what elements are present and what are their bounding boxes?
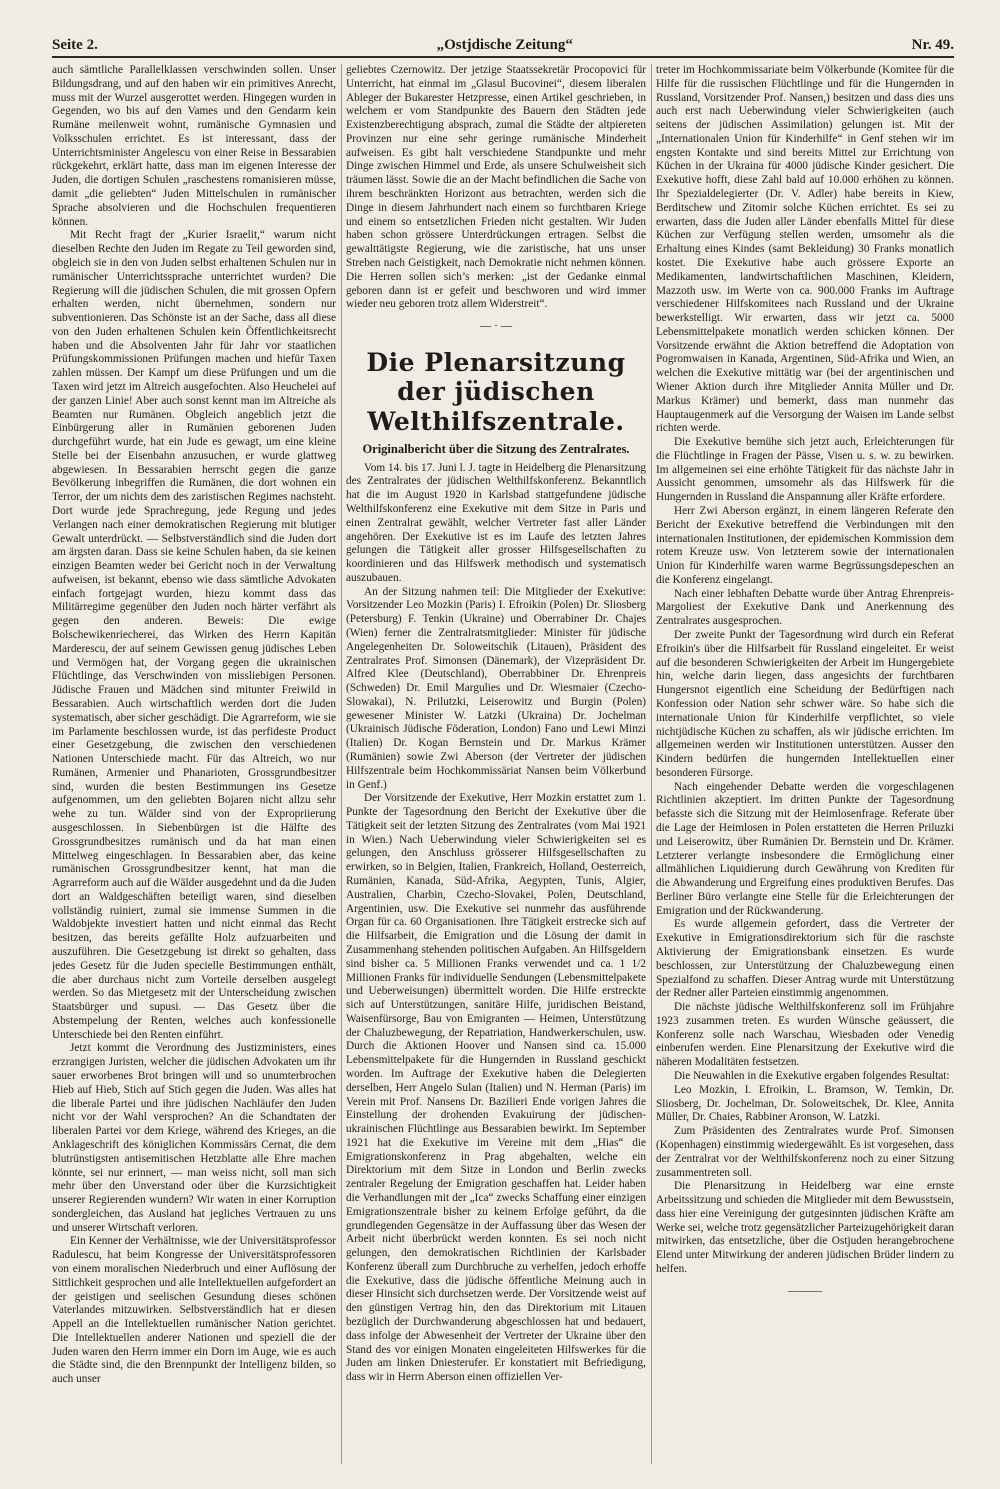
paragraph: Herr Zwi Aberson ergänzt, in einem längeren Referate den Bericht der Exekutive betreffend die Verbindungen mit den internationalen Institutionen, der epidemischen Kommission dem rotem Kreuze usw. Von letzterem sowie der internationalen Union für Kinderhilfe waren warme Begrüssungsdepeschen an die Konferenz eingelangt. (656, 505, 954, 586)
paragraph: geliebtes Czernowitz. Der jetzige Staatssekretär Procopovici für Unterricht, hat einmal im „Glasul Bucovinei“, diesem liberalen Ableger der Bukarester Hetzpresse, einen Artikel geschrieben, in welchem er vom Standpunkte des Bauern den Städten jede Existenzberechtigung absprach, zumal die Städte der altpiereten Provinzen nur eine sehr geringe rumänische Minderheit aufweisen. Es gibt halt verschiedene Standpunkte und mehr Dinge zwischen Himmel und Erde, als unsere Schulweisheit sich träumen lässt. Sowie die an der Macht befindlichen die Sache von ihrem beschränkten Horizont aus betrachten, werden sich die Dinge in diesem Jahrhundert nach einem so furchtbaren Kriege und einem so entsetzlichen Frieden nicht gestalten. Wir Juden haben schon grössere Unterdrückungen ertragen. Selbst die gewalttätigste Regierung, wie die zaristische, hat uns unser Streben nach Geistigkeit, nach Demokratie nicht nehmen können. Die Herren sollen sich’s merken: „ist der Gedanke einmal geboren dann ist er gefeit und beschworen und wird immer wieder neu geboren trotz allem Widerstreit“. (346, 64, 646, 311)
paragraph: treter im Hochkommissariate beim Völkerbunde (Komitee für die Hilfe für die russischen Flüchtlinge und für die Hungernden in Russland, Vorsitzender Prof. Nansen,) besitzen und dass dies uns auch erst nach Ueberwindung vieler Schwierigkeiten (auch seitens der jüdischen Assimilation) gelungen ist. Mit der „Internationalen Union für Kinderhilfe“ in Genf stehen wir im engsten Kontakte und sind bereits Mittel zur Errichtung von Küchen in der Ukraina für 4000 jüdische Kinder gesichert. Die Exekutive hofft, diese Zahl bald auf 10.000 erhöhen zu können. Ihr Spezialdelegierter (Dr. V. Adler) habe bereits in Kiew, Berditschew und Zitomir solche Küchen errichtet. Es sei zu erwarten, dass die Juden aller Länder ebenfalls Mittel für diese Küchen zur Verfügung stellen werden, umsomehr als die Erhaltung eines Kindes (samt Bekleidung) 30 Franks monatlich kostet. Die Exekutive habe auch grössere Exporte an Medikamenten, landwirtschaftlichen Maschinen, Kleidern, Mazzoth usw. im Werte von ca. 900.000 Franks im Auftrage verschiedener Hilfskomitees nach Russland und der Ukraine bewerkstelligt. Wir erwarten, dass wir jetzt ca. 5000 Lebensmittelpakete monatlich werden schicken können. Der Vorsitzende erwähnt die Aktion betreffend die Adoptation von Pogromwaisen in Kanada, Argentinen, Süd-Afrika und Wien, an welchen die Exekutive mittätig war (bei der argentinischen und Wiener Aktion durch ihre Mitglieder Annita Müller und Dr. Markus Krämer) und bemerkt, dass man nunmehr das Hauptaugenmerk auf die Versorgung der Waisen im Lande selbst richten werde. (656, 64, 954, 435)
section-separator: — · — (479, 320, 512, 333)
article-subheadline: Originalbericht über die Sitzung des Zentralrates. (362, 442, 630, 457)
issue-number: Nr. 49. (911, 37, 954, 53)
column-divider-1 (341, 64, 342, 1464)
article-headline: Die Plenarsitzung der jüdischen Welthilfszentrale. (366, 347, 626, 436)
paragraph: Mit Recht fragt der „Kurier Israelit,“ warum nicht dieselben Rechte den Juden im Regate zu Teil geworden sind, obgleich sie in den von Juden selbst erhaltenen Schulen nur in rumänischer Unterrichtssprache unterrichtet wurden? Die Regierung will die jüdischen Schulen, die mit grossen Opfern erhalten werden, nicht übernehmen, sondern nur subventionieren. Das Schönste ist an der Sache, dass all diese von den Juden erhaltenen Schulen kein Öffentlichkeitsrecht haben und die Absolventen Jahr für Jahr vor staatlichen Prüfungskommissionen Prüfungen machen und hiefür Taxen zahlen müssen. Der Kampf um diese Prüfungen und um die Taxen wird jetzt im Altreich ausgefochten. Also Heuchelei auf der ganzen Linie! Aber auch sonst kennt man im Altreiche als Beamten nur Rumänen. Obgleich angeblich jetzt die Einbürgerung aller in Rumänien geborenen Juden durchgeführt wurde, hat ein Jude es gewagt, um eine kleine Stelle bei der Eisenbahn anzusuchen, er wurde glattweg abgewiesen. In Bessarabien herrscht gegen die ganze Bevölkerung inbegriffen die Rumänen, die dort wohnen ein Terror, der um nichts dem des zaristischen Regimes nachsteht. Dort wurde jede Sprachregung, jede Regung und jedes Verlangen nach einer demokratischen Regierung mit blutiger Gewalt unterdrückt. — Selbstverständlich sind die Juden dort am ärgsten daran. Dass sie keine Schulen haben, da sie keinen einzigen Beamten weder bei Gericht noch in der Verwaltung aufweisen, ist bekannt, ebenso wie dass sämtliche Advokaten einfach fortgejagt wurden, hiezu kommt dass das Militärregime gegenüber den Juden noch härter verfährt als gegen den anderen. Beweis: Die ewige Bolschewikenriecherei, das Wirken des Herrn Kapitän Marderescu, der auf seinem Gewissen genug jüdisches Leben und Vermögen hat, der Vorgang gegen die ukrainischen Flüchtlinge, das Verschwinden von missliebigen Personen. Jüdische Frauen und Mädchen sind mitunter Freiwild in Bessarabien. Auch wirtschaftlich werden dort die Juden systematisch, aber sicher geschädigt. Die Agrarreform, wie sie im Parlamente beschlossen wurde, ist das perfideste Product einer Gesetzgebung, die zwischen den verschiedenen Nationen Unterschiede macht. Für das Altreich, wo nur Rumänen, Armenier und Phanarioten, Grossgrundbesitzer sind, wurden die besten Bestimmungen ins Gesetze aufgenommen, um den geliebten Bojaren nicht allzu sehr wehe zu tun. Wälder sind von der Expropriierung ausgeschlossen. In Siebenbürgen ist die Hälfte des Grossgrundbesitzes rumänisch und da hat man einen Mittelweg eingeschlagen. In Bessarabien aber, das keine rumänischen Grossgrundbesitzer kennt, hat man die Agrarreform auch auf die Wälder ausgedehnt und da die Juden dort an Waldgeschäften beteiligt waren, sind dieselben vollständig ruiniert, zumal sie immense Summen in die Waldobjekte investiert hatten und nicht einmal das Recht besitzen, das bereits gefällte Holz aufzuarbeiten und auszuführen. Die Gesetzgebung ist direkt so gehalten, dass jedes Gesetz für die Juden specielle Bestimmungen enthält, die aber durchaus nicht zum Vorteile derselben ausgelegt werden. So das Mietgesetz mit der Unterscheidung zwischen Staatsbürger und supusi. — Das Gesetz über die Abstempelung der Renten, welches auch konfessionelle Unterschiede bei den Renten einführt. (52, 229, 336, 1041)
column-2 (346, 64, 646, 1472)
paragraph: An der Sitzung nahmen teil: Die Mitglieder der Exekutive: Vorsitzender Leo Mozkin (Paris) I. Efroikin (Polen) Dr. Sliosberg (Petersburg) F. Tenkin (Ukraine) und Oberrabiner Dr. Chajes (Wien) ferner die Zentralratsmitglieder: Minister für jüdische Angelegenheiten Dr. Soloweitschik (Litauen), Präsident des Zentralrates Prof. Simonsen (Dänemark), der Vizepräsident Dr. Alfred Klee (Deutschland), Oberrabbiner Dr. Ehrenpreis (Schweden) Dr. Emil Margulies und Dr. Wiesmaier (Czecho-Slowakai), N. Prilutzki, Leiserowitz und Burgin (Polen) gewesener Minister W. Latzki (Ukraina) Dr. Jochelman (Ukrainisch Jüdische Föderation, London) Fano und Lewi Minzi (Italien) Dr. Kogan Bernstein und Dr. Markus Krämer (Rumänien) sowie Zwi Aberson (der Vertreter der jüdischen Hilfszentrale beim Hochkommissäriat Nansen beim Völkerbund in Genf.) (346, 585, 646, 791)
page-number: Seite 2. (52, 37, 98, 53)
column-divider-2 (651, 64, 652, 1464)
end-mark: ——— (788, 1284, 822, 1297)
paragraph: Die nächste jüdische Welthilfskonferenz soll im Frühjahre 1923 zusammen treten. Es wurden Wünsche geäussert, die Konferenz solle nach Warschau, Wiesbaden oder Venedig einberufen werden. Eine Plenarsitzung der Exekutive wird die näheren Modalitäten festsetzen. (656, 1001, 954, 1069)
paragraph: Nach einer lebhaften Debatte wurde über Antrag Ehrenpreis-Margoliest der Exekutive Dank und Anerkennung des Zentralrates ausgesprochen. (656, 587, 954, 628)
paragraph: auch sämtliche Parallelklassen verschwinden sollen. Unser Bildungsdrang, und auf den haben wir ein primitives Anrecht, muss mit der Wurzel ausgerottet werden. Hingegen wurden in Gegenden, wo bis auf den Vames und den Gendarm kein Rumäne meilenweit wohnt, rumänische Gymnasien und Volksschulen errichtet. Es ist interessant, dass der Unterrichtsminister Angelescu von einer Reise in Bessarabien rückgekehrt, erklärt hatte, dass man im eigenen Interesse der Juden, die dortigen Schulen „raschestens romanisieren müsse, damit „die geliebten“ Juden Mittelschulen in rumänischer Sprache absolvieren und die Hochschulen frequentieren können. (52, 64, 336, 228)
paragraph: Nach eingehender Debatte werden die vorgeschlagenen Richtlinien akzeptiert. Im dritten Punkte der Tagesordnung befasste sich die Sitzung mit der Heimlosenfrage. Referate über die Lage der Heimlosen in Polen erstatteten die Herren Priluzki und Leiserowitz, über Rumänien Dr. Bernstein und Dr. Krämer. Letzterer verlangte insbesondere die Ermöglichung einer allmählichen Liquidierung durch Gewährung von Krediten für die Abwanderung und Ergreifung eines produktiven Berufes. Das Berliner Büro verlangte eine Stelle für die Erleichterungen der Emigration und der Rückwanderung. (656, 780, 954, 917)
paragraph: Die Exekutive bemühe sich jetzt auch, Erleichterungen für die Flüchtlinge in Fragen der Pässe, Visen u. s. w. zu bewirken. Im allgemeinen sei eine erhöhte Tätigkeit für das nächste Jahr in Aussicht genommen, umsomehr als das Hilfswerk für die Hungernden in Russland die Anspannung aller Kräfte erfordere. (656, 436, 954, 504)
paragraph: Jetzt kommt die Verordnung des Justizministers, eines erzrangigen Juristen, welcher die jüdischen Advokaten um ihr sauer erworbenes Brot bringen will und so unumterbrochen Hieb auf Hieb, Stich auf Stich gegen die Juden. Was alles hat die liberale Partei und ihre jüdischen Nachläufer den Juden nicht vor der Wahl versprochen? An die Schandtaten der liberalen Partei vor dem Kriege, während des Krieges, an die Anklageschrift des königlichen Kommissärs Cernat, die dem blutrünstigsten antisemitischen Hetzblatte alle Ehre machen könnte, sei nur erinnert, — man weiss nicht, soll man sich mehr über den Unverstand oder über die Kurzsichtigkeit unserer Regierenden wundern? Wir waten in einer Korruption sondergleichen, das Ausland hat jegliches Vertrauen zu uns und unserer Wirtschaft verloren. (52, 1042, 336, 1234)
header-rule (52, 56, 954, 58)
paragraph: Zum Präsidenten des Zentralrates wurde Prof. Simonsen (Kopenhagen) einstimmig wiedergewählt. Es ist vorgesehen, dass der Zentralrat vor der Welthilfskonferenz noch zu einer Sitzung zusammentreten soll. (656, 1125, 954, 1179)
page-header (52, 32, 954, 54)
column-1 (52, 64, 336, 1472)
paragraph: Der Vorsitzende der Exekutive, Herr Mozkin erstattet zum 1. Punkte der Tagesordnung den Bericht der Exekutive über die Tätigkeit seit der letzten Sitzung des Zentralrates (vom Mai 1921 in Wien.) Nach Ueberwindung vieler Schwierigkeiten sei es gelungen, den Anschluss grösserer Hilfsgesellschaften zu erwirken, so in Belgien, Italien, Frankreich, Holland, Oesterreich, Rumänien, Kanada, Süd-Afrika, Aegypten, Tunis, Algier, Australien, Charbin, Czecho-Slovakei, Polen, Deutschland, Argentinien, usw. Die Exekutive sei nunmehr das ausführende Organ für ca. 60 Organisationen. Ihre Tätigkeit erstrecke sich auf die Hilfsarbeit, die Emigration und die Lösung der damit in Zusammenhang stehenden politischen Aufgaben. An Hilfsgeldern sind bisher ca. 5 Millionen Franks verwendet und ca. 1 1/2 Millionen Franks für individuelle Sendungen (Lebensmittelpakete und Ueberweisungen) übermittelt worden. Die Hilfe erstreckte sich auf Unterstützungen, sanitäre Hilfe, juridischen Beistand, Waisenfürsorge, Bau von Emigranten — Heimen, Unterstützung der Chaluzbewegung, der Repatriation, Handwerkerschulen, usw. Durch die Aktionen Hoover und Nansen sind ca. 15.000 Lebensmittelpakete für die Hungernden in Russland geschickt worden. Im Auftrage der Exekutive haben die Delegierten derselben, Herr Angelo Sulan (Italien) und N. Herman (Paris) im Verein mit Prof. Nansens Dr. Bazilieri Ende vorigen Jahres die Einstellung der drohenden Evakuirung der jüdischen- ukrainischen Flüchtlinge aus Bessarabien bewirkt. Im September 1921 hat die Exekutive im Vereine mit dem „Hias“ die Emigrationskonferenz in Prag abgehalten, welche ein Direktorium mit dem Sitze in London und Berlin zwecks zentraler Regelung der Emigration geschaffen hat. Leider haben die Verhandlungen mit der „Ica“ zwecks Schaffung einer einzigen Emigrationszentrale bisher zu keinem Erfolge geführt, da die grundlegenden Gegensätze in der Auffassung über das Wesen der Arbeit nicht überbrückt werden konnten. Es sei noch nicht gelungen, den demokratischen Richtlinien der Karlsbader Konferenz überall zum Durchbruche zu verhelfen, jedoch erhoffe die Exekutive, dass die jüdische öffentliche Meinung auch in dieser Hinsicht sich durchsetzen werde. Der Vorsitzende weist auf den günstigen Vertrag hin, den das Direktorium mit Litauen bezüglich der Durchwanderung abgeschlossen hat und bedauert, dass infolge der Abwesenheit der Vertreter der Ukraine über den Stand des vor einigen Monaten eingeleiteten Hilfswerkes für die Juden am linken Dniesterufer. Er konstatiert mit Befriedigung, dass wir in Herrn Aberson einen offiziellen Ver- (346, 792, 646, 1384)
paragraph: Es wurde allgemein gefordert, dass die Vertreter der Exekutive in Emigrationsdirektorium sich für die raschste Aktivierung der Emigrationsbank einsetzen. Es wurde beschlossen, zur Unterstützung der Chaluzbewegung einen Spezialfond zu schaffen. Dieser Antrag wurde mit Unterstützung der Redner aller Parteien einstimmig angenommen. (656, 918, 954, 1000)
paragraph: Vom 14. bis 17. Juni l. J. tagte in Heidelberg die Plenarsitzung des Zentralrates der jüdischen Welthilfskonferenz. Bekanntlich hat die im August 1920 in Karlsbad stattgefundene jüdische Welthilfskonferenz eine Exekutive mit dem Sitze in Paris und einen Zentralrat gewählt, welcher Vertreter fast aller Länder angehören. Der Exekutive ist es im Laufe des letzten Jahres gelungen die Tätigkeit aller grosser Hilfsgesellschaften zu koordinieren und das Hilfswerk methodisch und systematisch auszubauen. (346, 461, 646, 584)
paragraph: Der zweite Punkt der Tagesordnung wird durch ein Referat Efroikin's über die Hilfsarbeit für Russland eingeleitet. Er weist auf die besonderen Schwierigkeiten der Arbeit im Hungergebiete hin, welche darin liegen, dass angesichts der furchtbaren Hungersnot eigentlich eine Scheidung der Bedürftigen nach Konfession oder Nation sehr schwer wäre. So habe sich die internationale Union für Kinderhilfe verpflichtet, so viele nichtjüdische Küchen zu schaffen, als wir jüdische errichten. Im allgemeinen werden wir Institutionen unterstützen. Ausser den Kindern bedürfen die hungernden Intellektuellen einer besonderen Fürsorge. (656, 629, 954, 779)
paragraph: Leo Mozkin, I. Efroikin, L. Bramson, W. Temkin, Dr. Sliosberg, Dr. Jochelman, Dr. Soloweitschek, Dr. Klee, Annita Müller, Dr. Chaies, Rabbiner Aronson, W. Latzki. (656, 1083, 954, 1124)
paragraph: Ein Kenner der Verhältnisse, wie der Universitätsprofessor Radulescu, hat beim Kongresse der Universitätsprofessoren von einem moralischen Niederbruch und einer Auflösung der Sittlichkeit gesprochen und alle Intellektuellen aufgefordert an der geistigen und seelischen Gesundung dieses schönen Vaterlandes mitzuwirken. Selbstverständlich hat er diesen Appell an die Intellektuellen rumänischer Nation gerichtet. Die Intellektuellen anderer Nationen und speziell die der Juden waren den Herrn immer ein Dorn im Auge, wie es auch die Städte sind, die den Brennpunkt der Intelligenz bilden, so auch unser (52, 1235, 336, 1386)
column-3 (656, 64, 954, 1472)
paragraph: Die Plenarsitzung in Heidelberg war eine ernste Arbeitssitzung und schieden die Mitglieder mit dem Bewusstsein, dass hier eine Vereinigung der gutgesinnten jüdischen Kräfte am Werke sei, welche trotz gegensätzlicher Parteizugehörigkeit daran mitwirken, das entsetzliche, über die Ostjuden herangebrochene Elend unter Mitwirkung der anderen jüdischen Brüder lindern zu helfen. (656, 1180, 954, 1275)
newspaper-title: „Ostjdische Zeitung“ (436, 37, 573, 53)
paragraph: Die Neuwahlen in die Exekutive ergaben folgendes Resultat: (674, 1070, 950, 1083)
